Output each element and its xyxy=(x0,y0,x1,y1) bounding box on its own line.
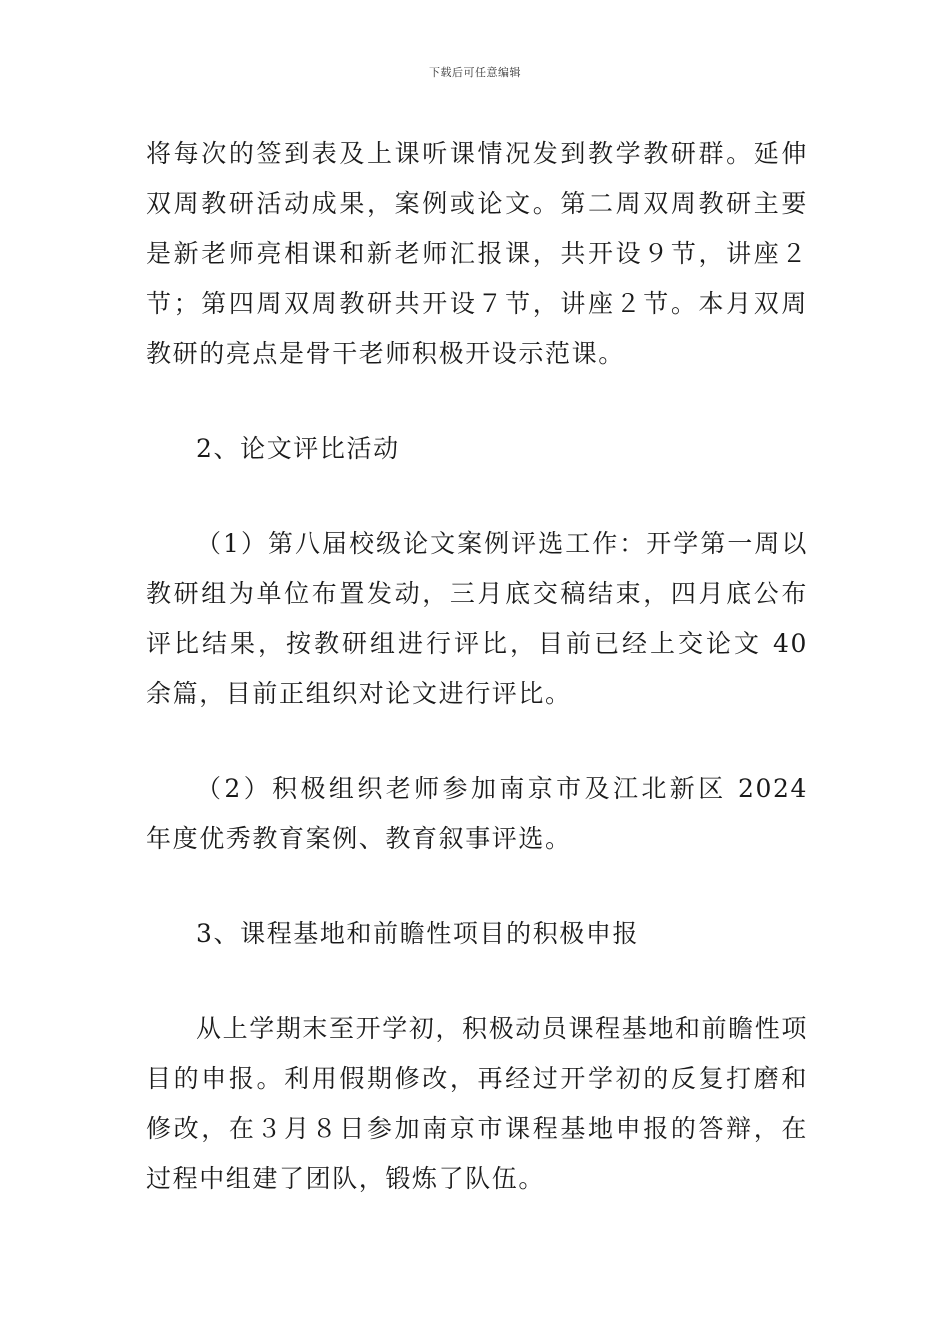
paragraph-course-base-application: 从上学期末至开学初，积极动员课程基地和前瞻性项目的申报。利用假期修改，再经过开学初的反复打磨和修改，在３月８日参加南京市课程基地申报的答辩，在过程中组建了团队，锻炼了队伍。 xyxy=(146,1014,808,1193)
page-header-note: 下载后可任意编辑 xyxy=(429,66,521,79)
section-heading-paper-contest: 2、论文评比活动 xyxy=(196,434,400,463)
paragraph-city-case-selection: （2）积极组织老师参加南京市及江北新区 2024 年度优秀教育案例、教育叙事评选。 xyxy=(146,774,808,853)
paragraph-school-paper-selection: （1）第八届校级论文案例评选工作：开学第一周以教研组为单位布置发动，三月底交稿结束，四月底公布评比结果，按教研组进行评比，目前已经上交论文 40 余篇，目前正组织对论文进行评比。 xyxy=(146,529,808,708)
section-heading-course-base: 3、课程基地和前瞻性项目的积极申报 xyxy=(196,919,640,948)
paragraph-biweekly-research: 将每次的签到表及上课听课情况发到教学教研群。延伸双周教研活动成果，案例或论文。第二周双周教研主要是新老师亮相课和新老师汇报课，共开设９节，讲座２节；第四周双周教研共开设７节，讲座２节。本月双周教研的亮点是骨干老师积极开设示范课。 xyxy=(146,139,808,368)
document-body xyxy=(146,129,808,1204)
